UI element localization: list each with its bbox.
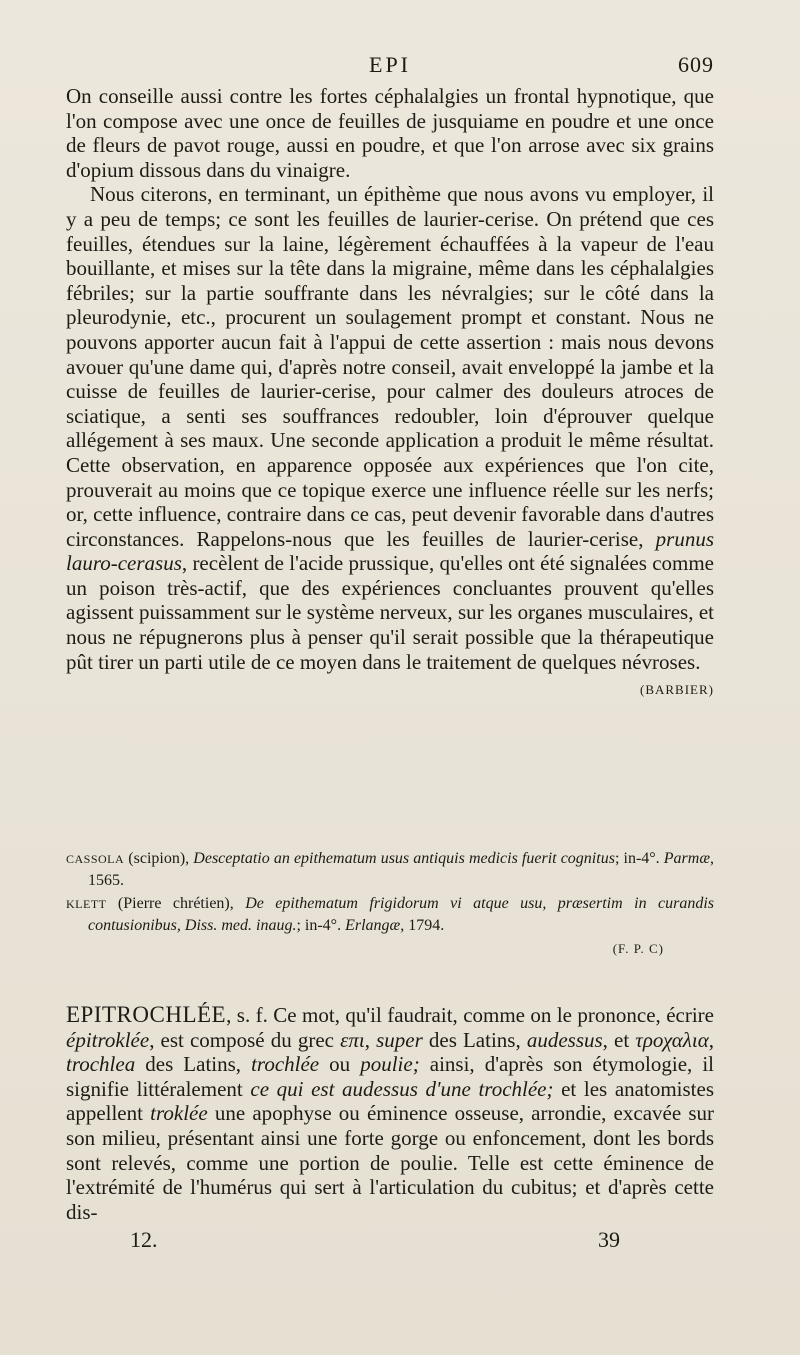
paragraph: On conseille aussi contre les fortes céphalalgies un frontal hypnotique, que l'on compose avec une once de feuilles de jusquiame en poudre et une once de fleurs de pavot rouge, aussi en poudre, et que l'on arrose avec six grains d'opium dissous dans du vinaigre. <box>66 84 714 182</box>
entry-text: et les anatomistes appellent <box>66 1076 714 1126</box>
entry-italic: super <box>376 1027 423 1052</box>
page-number: 609 <box>678 52 714 77</box>
entry-italic: troklée <box>150 1101 208 1126</box>
entry-text: ou <box>319 1052 361 1077</box>
running-header <box>66 52 714 82</box>
paragraph-text: recèlent de l'acide prussique, qu'elles ont été signalées comme un poison très-actif, que des expériences concluantes prouvent qu'elles agissent puissamment sur le système nerveux, sur les organes musculaires, et nous ne répugnerons plus à penser qu'il serait possible que la thérapeutique pût tirer un parti utile de ce moyen dans le traitement de quelques névroses. <box>66 551 715 674</box>
entry-text: des Latins, <box>422 1027 527 1052</box>
ref-author: CASSOLA <box>66 852 125 866</box>
entry-text: , s. f. Ce mot, qu'il faudrait, comme on le prononce, écrire <box>226 1003 714 1027</box>
ref-format: ; in-4°. <box>296 917 346 934</box>
ref-author-detail: (scipion), <box>124 850 194 867</box>
entry-text: une apophyse ou éminence osseuse, arrondie, excavée sur son milieu, présentant ainsi une forte gorge ou enfoncement, dont les bords sont relevés, comme une portion de poulie. Telle est cette éminence de l'extrémité de l'humérus qui sert à l'articulation du cubitus; et d'après cette dis- <box>66 1101 714 1224</box>
ref-author: KLETT <box>66 897 107 911</box>
signature-mark: 39 <box>598 1227 620 1252</box>
author-signature: (BARBIER) <box>640 682 714 698</box>
ref-author-detail: (Pierre chrétien), <box>106 895 246 912</box>
greek-word: τροχαλια <box>635 1027 709 1052</box>
dictionary-entry <box>66 1003 714 1224</box>
ref-place: Erlangæ <box>345 917 401 934</box>
ref-title: Desceptatio an epithematum usus antiquis medicis fuerit cognitus <box>193 850 615 867</box>
ref-year: , 1794. <box>400 917 445 934</box>
entry-text: , est composé du grec <box>149 1027 341 1052</box>
entry-italic: trochlea <box>66 1052 136 1077</box>
reference-item <box>66 893 714 936</box>
paragraph-text: Nous citerons, en terminant, un épithème que nous avons vu employer, il y a peu de temps; ce sont les feuilles de laurier-cerise. On prétend que ces feuilles, étendues sur la laine, légèrement échauffées à la vapeur de l'eau bouillante, et mises sur la tête dans la migraine, même dans les céphalalgies fébriles; sur la partie souffrante dans les névralgies; sur le côté dans la pleurodynie, etc., procurent un soulagement prompt et constant. Nous ne pouvons apporter aucun fait à l'appui de cette assertion : mais nous devons avouer qu'une dame qui, d'après notre conseil, avait enveloppé la jambe et la cuisse de feuilles de laurier-cerise, pour calmer des douleurs atroces de sciatique, a senti ses souffrances redoubler, loin d'éprouver quelque allégement à ses maux. Une seconde application a produit le même résultat. Cette observation, en apparence opposée aux expériences que l'on cite, prouverait au moins que ce topique exerce une influence réelle sur les nerfs; or, cette influence, contraire dans ce cas, peut devenir favorable dans d'autres circonstances. Rappelons-nous que les feuilles de laurier-cerise, <box>66 182 714 551</box>
paragraph: Nous citerons, en terminant, un épithème que nous avons vu employer, il y a peu de temps; ce sont les feuilles de laurier-cerise. On prétend que ces feuilles, étendues sur la laine, légèrement échauffées à la vapeur de l'eau bouillante, et mises sur la tête dans la migraine, même dans les céphalalgies fébriles; sur la partie souffrante dans les névralgies; sur le côté dans la pleurodynie, etc., procurent un soulagement prompt et constant. Nous ne pouvons apporter aucun fait à l'appui de cette assertion : mais nous devons avouer qu'une dame qui, d'après notre conseil, avait enveloppé la jambe et la cuisse de feuilles de laurier-cerise, pour calmer des douleurs atroces de sciatique, a senti ses souffrances redoubler, loin d'éprouver quelque allégement à ses maux. Une seconde application a produit le même résultat. Cette observation, en apparence opposée aux expériences que l'on cite, prouverait au moins que ce topique exerce une influence réelle sur les nerfs; or, cette influence, contraire dans ce cas, peut devenir favorable dans d'autres circonstances. Rappelons-nous que les feuilles de laurier-cerise, prunus lauro-cerasus, recèlent de l'acide prussique, qu'elles ont été signalées comme un poison très-actif, que des expériences concluantes prouvent qu'elles agissent puissamment sur le système nerveux, sur les organes musculaires, et nous ne répugnerons plus à penser qu'il serait possible que la thérapeutique pût tirer un parti utile de ce moyen dans le traitement de quelques névroses. (BARBIER) <box>66 182 714 674</box>
entry-italic: audessus <box>526 1027 603 1052</box>
entry-text: des Latins, <box>135 1052 252 1077</box>
reference-signature: (F. P. C) <box>612 941 664 956</box>
reference-item <box>66 848 714 891</box>
entry-italic: trochlée <box>251 1052 320 1077</box>
entry-text: , <box>364 1027 377 1052</box>
greek-word: επι <box>340 1027 365 1052</box>
latin-name: prunus lauro-cerasus <box>66 526 714 576</box>
entry-text: ainsi, d'après son étymologie, il signifie littéralement <box>66 1052 715 1101</box>
entry-italic: ce qui est audessus d'une trochlée; <box>250 1076 554 1101</box>
bibliography <box>66 848 714 959</box>
ref-year: , 1565. <box>88 850 715 889</box>
entry-text: , et <box>602 1027 636 1052</box>
article-body <box>66 84 714 703</box>
ref-format: ; in-4°. <box>614 850 664 867</box>
entry-italic: poulie; <box>360 1052 420 1077</box>
entry-italic: épitroklée <box>66 1027 150 1052</box>
entry-headword: EPITROCHLÉE <box>66 1002 227 1027</box>
entry-text: , <box>708 1027 714 1052</box>
ref-place: Parmæ <box>663 850 711 867</box>
ref-title: De epithematum frigidorum vi atque usu, præsertim in curandis contusionibus, Diss. med. inaug. <box>88 895 715 934</box>
volume-number: 12. <box>130 1227 158 1252</box>
running-title: EPI <box>369 52 411 77</box>
